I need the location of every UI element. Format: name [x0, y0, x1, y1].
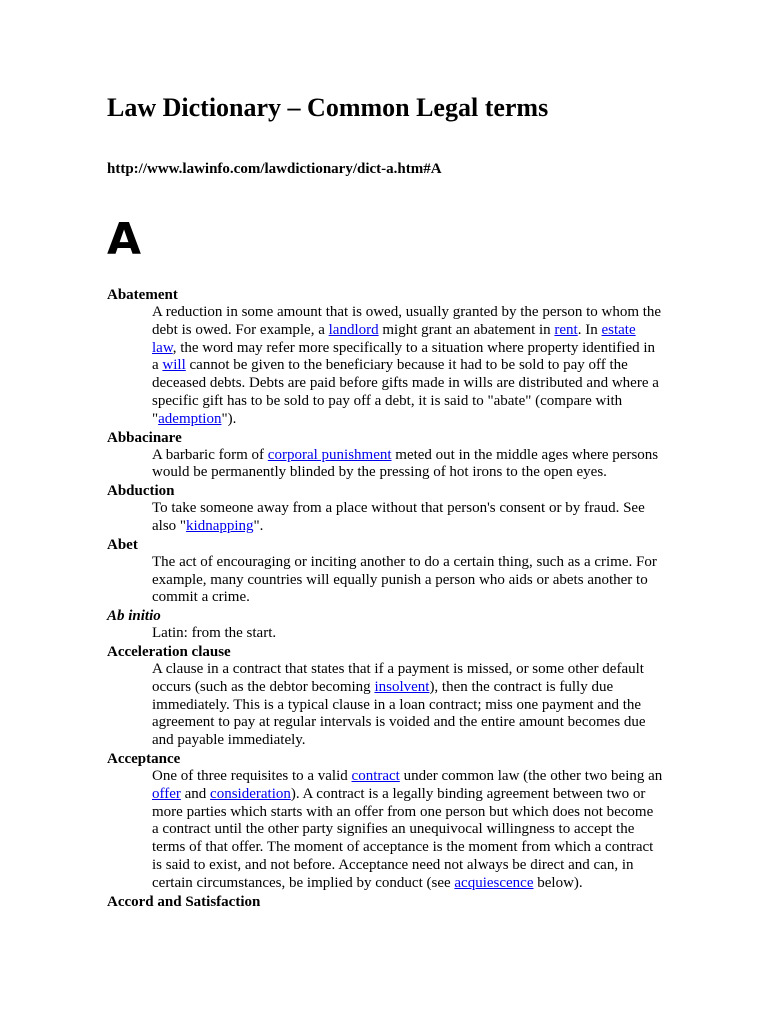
entry-definition — [152, 661, 663, 750]
entry-definition — [152, 554, 663, 607]
term-link-acquiescence[interactable]: acquiescence — [454, 874, 534, 891]
definition-text: might grant an abatement in — [378, 321, 555, 338]
definition-text: "). — [221, 410, 237, 427]
term-link-consideration[interactable]: consideration — [210, 785, 291, 802]
term-link-corporal-punishment[interactable]: corporal punishment — [267, 446, 392, 463]
definition-text: The act of encouraging or inciting another to do a certain thing, such as a crime. For example, many countries will equally punish a person who aids or abets another to commit a crime. — [152, 553, 657, 606]
definition-text: To take someone away from a place without that person's consent or by fraud. See also " — [152, 500, 645, 534]
term-link-offer[interactable]: offer — [152, 785, 181, 802]
definition-text: A clause in a contract that states that if a payment is missed, or some other default occurs (such as the debtor becoming — [152, 660, 644, 695]
term-link-contract[interactable]: contract — [351, 767, 400, 784]
definition-text: One of three requisites to a valid — [152, 767, 352, 784]
definition-text: cannot be given to the beneficiary because it had to be sold to pay off the deceased debts. Debts are paid before gifts made in wills are distributed and where a specific gift has to be sold to pay off a debt, it is said to "abate" (compare with " — [152, 357, 659, 427]
definition-text: , the word may refer more specifically to a situation where property identified in a — [152, 339, 656, 374]
definition-text: below). — [533, 874, 583, 891]
section-letter-heading: A — [107, 214, 142, 265]
term-link-ademption[interactable]: ademption — [158, 410, 222, 427]
term-link-kidnapping[interactable]: kidnapping — [186, 517, 254, 534]
entry-definition — [152, 768, 663, 893]
entry-term: Ab initio — [107, 608, 161, 625]
entry-term: Abet — [107, 536, 138, 553]
definition-text: . In — [577, 321, 602, 338]
entry-term: Accord and Satisfaction — [107, 893, 261, 910]
page-title: Law Dictionary – Common Legal terms — [107, 93, 549, 122]
entry-term: Acceleration clause — [107, 643, 231, 660]
definition-text: ". — [253, 517, 264, 534]
entry-term: Abatement — [107, 287, 178, 303]
entry-term: Abbacinare — [107, 429, 182, 446]
definition-text: and — [180, 785, 211, 802]
term-link-landlord[interactable]: landlord — [328, 321, 379, 338]
entry-term: Abduction — [107, 483, 175, 500]
definition-text: ). A contract is a legally binding agreement between two or more parties which starts with an offer from one person but which does not become a contract until the other party signifies an unequivocal willingness to accept the terms of that offer. The moment of acceptance is the moment from which a contract is said to exist, and not before. Acceptance need not always be direct and can, in certain circumstances, be implied by conduct (see — [152, 785, 654, 891]
term-link-insolvent[interactable]: insolvent — [374, 678, 430, 695]
source-url: http://www.lawinfo.com/lawdictionary/dict-a.htm#A — [107, 161, 442, 177]
entry-definition — [152, 304, 663, 429]
definition-list — [107, 286, 663, 911]
term-link-rent[interactable]: rent — [554, 321, 578, 338]
entry-term: Acceptance — [107, 750, 181, 767]
entry-definition — [152, 447, 663, 483]
entry-definition — [152, 500, 663, 536]
term-link-estate-law[interactable]: estate law — [152, 321, 636, 356]
definition-text: A barbaric form of — [152, 446, 268, 463]
definition-text: meted out in the middle ages where persons would be permanently blinded by the pressing of hot irons to the open eyes. — [152, 446, 659, 481]
definition-text: Latin: from the start. — [152, 625, 277, 642]
definition-text: ), then the contract is fully due immediately. This is a typical clause in a loan contract; miss one payment and the agreement to pay at regular intervals is voided and the entire amount becomes due and payable immediately. — [152, 678, 646, 749]
definition-text: A reduction in some amount that is owed, usually granted by the person to whom the debt is owed. For example, a — [152, 304, 662, 338]
term-link-will[interactable]: will — [162, 357, 186, 374]
definition-text: under common law (the other two being an — [399, 767, 663, 784]
entry-definition — [152, 625, 663, 643]
